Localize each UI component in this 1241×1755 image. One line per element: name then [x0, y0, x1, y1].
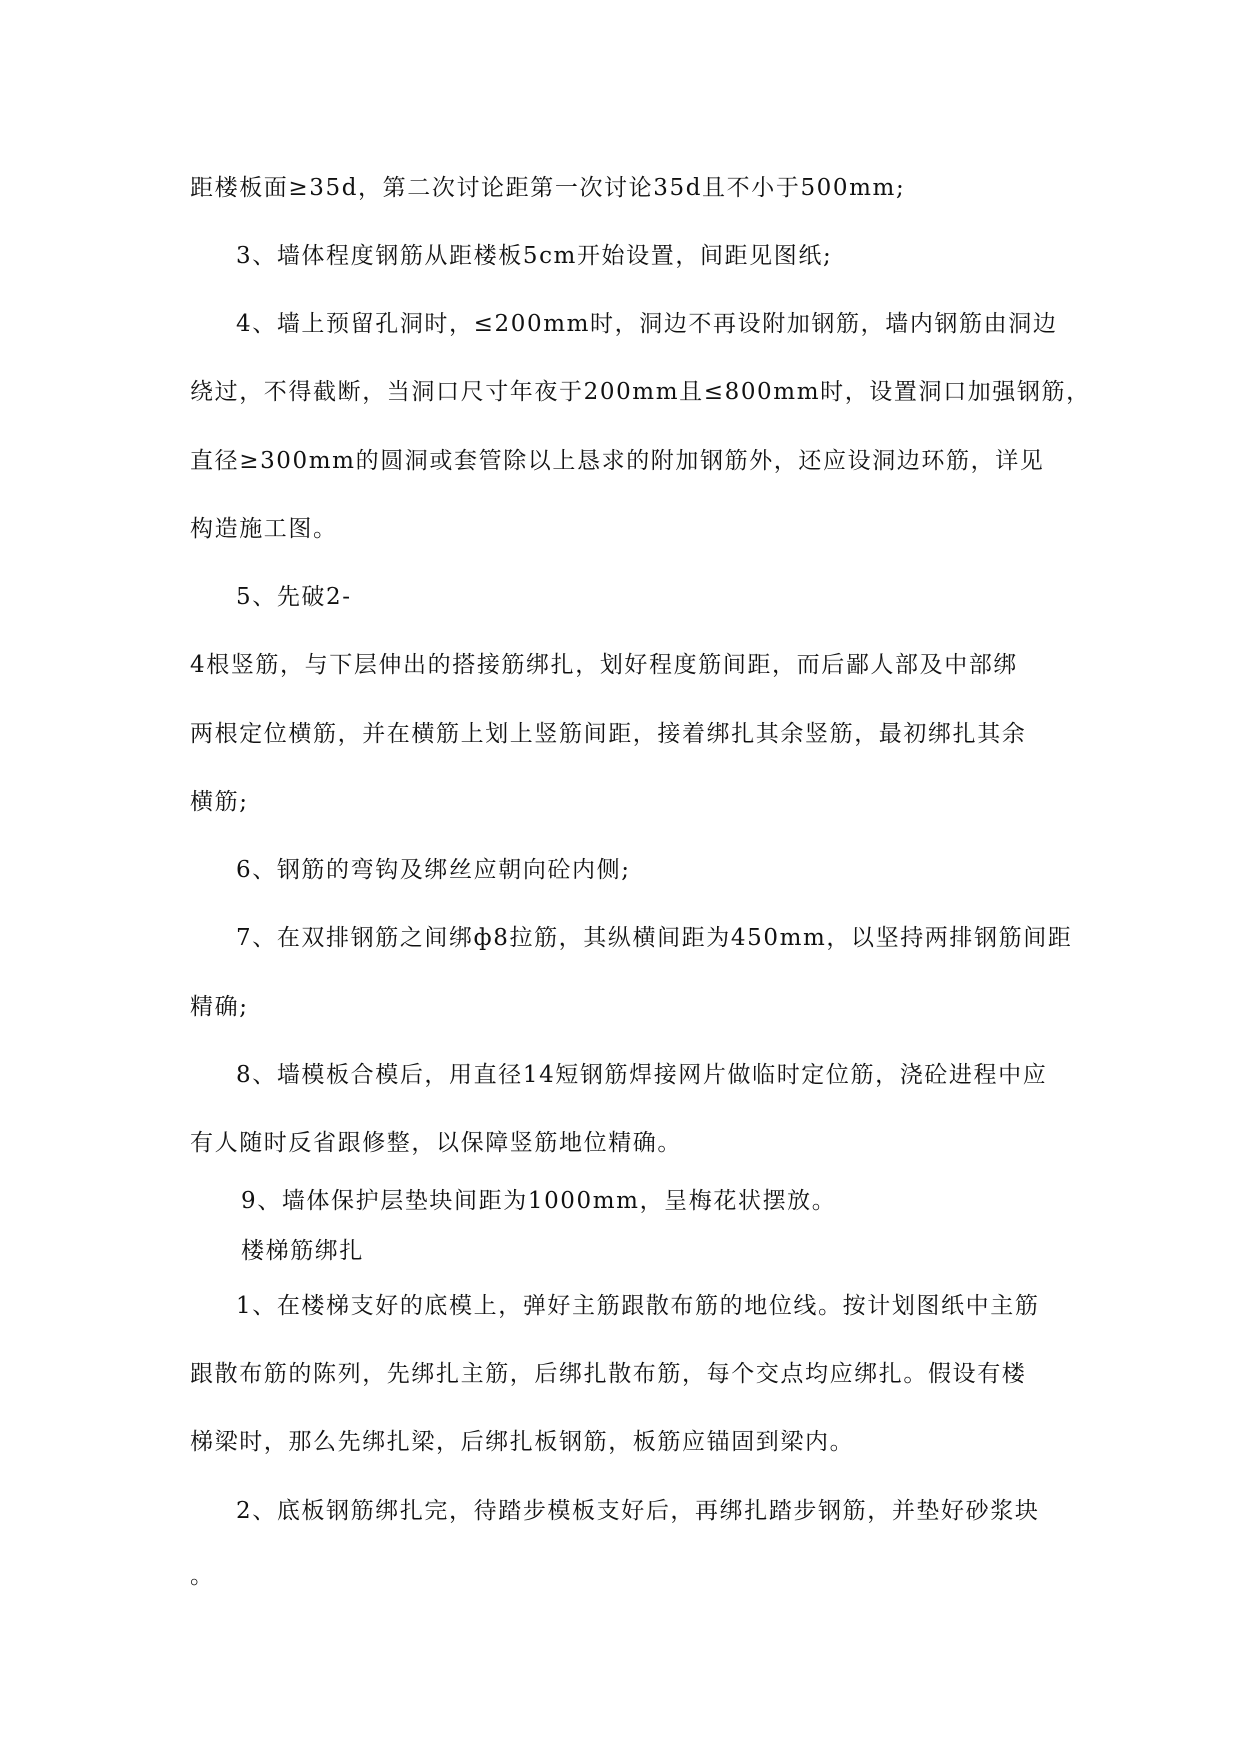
text-line: 两根定位横筋，并在横筋上划上竖筋间距，接着绑扎其余竖筋，最初绑扎其余	[190, 721, 1027, 747]
text-line: 5、先破2-	[236, 584, 352, 610]
text-line: 7、在双排钢筋之间绑ф8拉筋，其纵横间距为450mm，以坚持两排钢筋间距	[236, 925, 1073, 951]
text-line: 。	[190, 1563, 215, 1589]
text-line: 横筋;	[190, 789, 249, 815]
text-line: 构造施工图。	[190, 516, 338, 542]
text-line: 2、底板钢筋绑扎完，待踏步模板支好后，再绑扎踏步钢筋，并垫好砂浆块	[236, 1498, 1040, 1524]
text-line: 梯梁时，那么先绑扎梁，后绑扎板钢筋，板筋应锚固到梁内。	[190, 1429, 855, 1455]
text-line: 直径≥300mm的圆洞或套管除以上恳求的附加钢筋外，还应设洞边环筋，详见	[190, 448, 1045, 474]
section-heading: 楼梯筋绑扎	[241, 1238, 364, 1264]
text-line: 6、钢筋的弯钩及绑丝应朝向砼内侧;	[236, 857, 631, 883]
text-line: 4、墙上预留孔洞时，≤200mm时，洞边不再设附加钢筋，墙内钢筋由洞边	[236, 311, 1058, 337]
text-line: 9、墙体保护层垫块间距为1000mm，呈梅花状摆放。	[241, 1188, 837, 1214]
text-line: 4根竖筋，与下层伸出的搭接筋绑扎，划好程度筋间距，而后鄙人部及中部绑	[190, 652, 1019, 678]
text-line: 8、墙模板合模后，用直径14短钢筋焊接网片做临时定位筋，浇砼进程中应	[236, 1062, 1048, 1088]
text-line: 有人随时反省跟修整，以保障竖筋地位精确。	[190, 1130, 682, 1156]
text-line: 精确;	[190, 994, 249, 1020]
text-line: 1、在楼梯支好的底模上，弹好主筋跟散布筋的地位线。按计划图纸中主筋	[236, 1293, 1040, 1319]
text-line: 距楼板面≥35d，第二次讨论距第一次讨论35d且不小于500mm;	[190, 175, 906, 201]
text-line: 3、墙体程度钢筋从距楼板5cm开始设置，间距见图纸;	[236, 243, 833, 269]
text-line: 跟散布筋的陈列，先绑扎主筋，后绑扎散布筋，每个交点均应绑扎。假设有楼	[190, 1361, 1027, 1387]
text-line: 绕过，不得截断，当洞口尺寸年夜于200mm且≤800mm时，设置洞口加强钢筋，	[190, 379, 1091, 405]
